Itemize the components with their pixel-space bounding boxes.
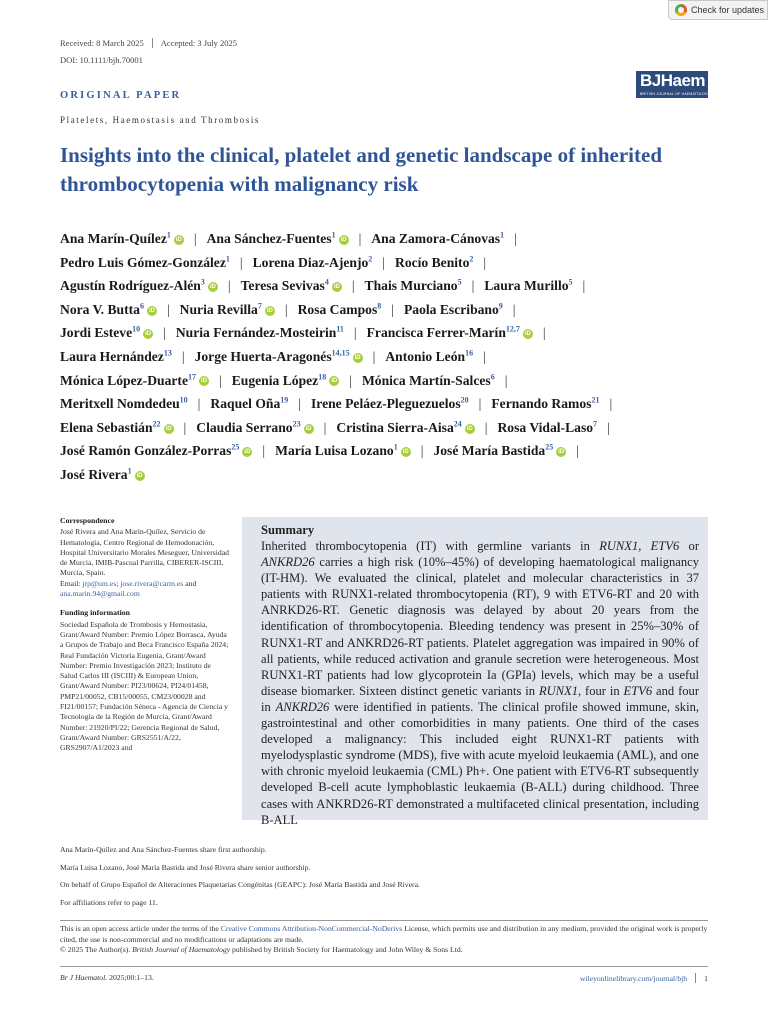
author-name[interactable]: Fernando Ramos$^{21}$ bbox=[491, 395, 600, 412]
note-first-authorship: Ana Marín-Quílez and Ana Sánchez-Fuentes share first authorship. bbox=[60, 845, 267, 854]
author-line bbox=[60, 416, 720, 440]
author-name[interactable]: Laura Hernández$^{13}$ bbox=[60, 348, 172, 364]
author-name[interactable]: Agustín Rodríguez-Alén$^3$iD bbox=[60, 277, 216, 294]
affiliation-number[interactable]: 17 bbox=[187, 372, 196, 382]
orcid-icon[interactable]: iD bbox=[136, 472, 143, 479]
check-for-updates-label: Check for updates bbox=[691, 5, 765, 15]
affiliation-number[interactable]: 1 bbox=[127, 466, 132, 476]
funding-heading: Funding information bbox=[60, 608, 130, 618]
author-name[interactable]: Thais Murciano$^5$ bbox=[364, 277, 462, 294]
affiliation-number[interactable]: 10 bbox=[132, 324, 141, 334]
author-name[interactable]: Raquel Oña$^{19}$ bbox=[210, 395, 289, 412]
affiliation-number[interactable]: 21 bbox=[591, 395, 600, 405]
journal-logo bbox=[636, 71, 711, 98]
author-line bbox=[60, 227, 720, 251]
author-separator: | bbox=[607, 419, 610, 435]
summary-box bbox=[242, 517, 708, 827]
correspondence-email: Email: jrp@um.es; jose.rivera@carm.es and ana.marin.94@gmail.com bbox=[60, 578, 197, 599]
page-number: 1 bbox=[704, 973, 708, 983]
gene-name: ETV6 bbox=[650, 539, 680, 553]
author-name[interactable]: Teresa Sevivas$^4$iD bbox=[240, 277, 340, 294]
divider bbox=[60, 920, 708, 921]
license-link[interactable]: Creative Commons Attribution-NonCommercial-NoDerivs bbox=[220, 924, 403, 933]
orcid-icon[interactable]: iD bbox=[266, 307, 273, 314]
journal-logo-sub: BRITISH JOURNAL OF HAEMATOLOGY bbox=[640, 92, 711, 96]
affiliation-number[interactable]: 1 bbox=[225, 254, 230, 264]
article-type: ORIGINAL PAPER bbox=[60, 90, 182, 101]
author-name[interactable]: Nuria Fernández-Mosteirin$^{11}$ bbox=[175, 324, 344, 341]
check-for-updates-button[interactable] bbox=[668, 0, 768, 20]
author-name[interactable]: Rosa Vidal-Laso$^7$ bbox=[497, 419, 598, 435]
author-line bbox=[60, 369, 720, 393]
orcid-icon[interactable]: iD bbox=[145, 331, 152, 338]
affiliation-number[interactable]: 5 bbox=[568, 277, 573, 287]
author-separator: | bbox=[471, 278, 475, 294]
gene-name: RUNX1 bbox=[599, 539, 639, 553]
author-name[interactable]: José Ramón González-Porras$^{25}$iD bbox=[60, 442, 251, 459]
author-line bbox=[60, 392, 720, 416]
author-separator: | bbox=[514, 231, 517, 246]
affiliation-number[interactable]: 9 bbox=[498, 301, 503, 311]
author-name[interactable]: Jorge Huerta-Aragonés$^{14,15}$iD bbox=[194, 348, 361, 364]
crossmark-icon bbox=[675, 4, 687, 16]
affiliation-number[interactable]: 13 bbox=[163, 348, 172, 358]
author-separator: | bbox=[227, 278, 231, 294]
author-separator: | bbox=[218, 372, 222, 388]
author-name[interactable]: Elena Sebastián$^{22}$iD bbox=[60, 419, 172, 435]
author-separator: | bbox=[358, 231, 362, 246]
affiliation-number[interactable]: 20 bbox=[460, 395, 469, 405]
correspondence-block bbox=[60, 516, 230, 599]
author-name[interactable]: José María Bastida$^{25}$iD bbox=[433, 442, 565, 459]
author-name[interactable]: Eugenia López$^{18}$iD bbox=[231, 372, 338, 388]
gene-name: RUNX1 bbox=[538, 683, 578, 698]
copyright-journal: British Journal of Haematology bbox=[132, 945, 231, 954]
affiliation-number[interactable]: 18 bbox=[318, 372, 327, 382]
author-name[interactable]: Antonio León$^{16}$ bbox=[385, 348, 474, 364]
author-name[interactable]: Nora V. Butta$^6$iD bbox=[60, 301, 155, 317]
affiliation-number[interactable]: 25 bbox=[231, 442, 240, 452]
author-separator: | bbox=[420, 443, 424, 459]
affiliation-number[interactable]: 14,15 bbox=[331, 348, 350, 358]
author-line bbox=[60, 463, 720, 487]
author-separator: | bbox=[262, 443, 266, 459]
author-name[interactable]: Rocío Benito$^2$ bbox=[395, 254, 474, 270]
author-separator: | bbox=[239, 254, 243, 270]
author-separator: | bbox=[183, 419, 187, 435]
affiliation-number[interactable]: 6 bbox=[139, 301, 144, 311]
email-link-3[interactable]: ana.marin.94@gmail.com bbox=[60, 589, 140, 599]
orcid-icon[interactable]: iD bbox=[148, 307, 155, 314]
affiliation-number[interactable]: 22 bbox=[152, 419, 161, 429]
summary-text: Inherited thrombocytopenia (IT) with germline variants in RUNX1, ETV6 or ANKRD26 carries a high risk (10%–45%) of developing haematological malignancy (IT-HM). We evaluated the clinical, platelet and molecular characteristics in 37 patients with RUNX1-related thrombocytopenia (RT), 9 with ETV6-RT and 20 with ANRKD26-RT. Genetic diagnosis was delayed by about 20 years from the identification of thrombocytopenia. Bleeding tendency was present in 25%–30% of RUNX1-RT and ANKRD26-RT patients. Platelet aggregation was impaired in 90% of all patients, while reduced activation and granule secretion were heterogeneous. Most RUNX1-RT patients had low glycoprotein Ia (GPIa) levels, which may be a useful disease biomarker. Sixteen distinct genetic variants in RUNX1, four in ETV6 and four in ANKRD26 were identified in patients. The clinical profile showed immune, skin, gastrointestinal and other comorbidities in many patients. One third of the cases developed a malignancy: This included eight RUNX1-RT patients with myelodysplastic syndrome (MDS), five with acute myeloid leukaemia (AML), and one with chronic myeloid leukaemia (CML) Ph+. One patient with ETV6-RT subsequently developed B-cell acute lymphoblastic leukaemia (B-ALL) during childhood. Three cases with ANKRD26-RT demonstrated a multifaceted clinical presentation, including B-ALL bbox=[261, 539, 700, 827]
author-separator: | bbox=[504, 372, 508, 388]
summary-heading: Summary bbox=[261, 523, 315, 537]
gene-name: ANKRD26 bbox=[261, 555, 315, 570]
author-separator: | bbox=[609, 396, 613, 412]
note-senior-authorship: María Luisa Lozano, José María Bastida and José Rivera share senior authorship. bbox=[60, 862, 311, 872]
author-line bbox=[60, 274, 720, 298]
article-subject: Platelets, Haemostasis and Thrombosis bbox=[60, 115, 261, 125]
author-separator: | bbox=[372, 348, 376, 364]
note-on-behalf: On behalf of Grupo Español de Alteraciones Plaquetarias Congénitas (GEAPC): José María Bastida and José Rivera. bbox=[60, 880, 420, 889]
author-separator: | bbox=[284, 301, 288, 317]
author-name[interactable]: Jordi Esteve$^{10}$iD bbox=[60, 324, 152, 341]
email-link-2[interactable]: jose.rivera@carm.es bbox=[120, 578, 184, 588]
author-name[interactable]: Laura Murillo$^5$ bbox=[484, 277, 573, 294]
affiliation-number[interactable]: 1 bbox=[393, 442, 398, 452]
author-list bbox=[60, 227, 720, 487]
affiliation-number[interactable]: 12,7 bbox=[505, 324, 520, 334]
author-name[interactable]: Paola Escribano$^9$ bbox=[404, 301, 503, 317]
footer-citation-text: 2025;00:1–13. bbox=[107, 973, 154, 982]
orcid-icon[interactable]: iD bbox=[558, 449, 565, 456]
author-separator: | bbox=[542, 325, 546, 341]
author-line bbox=[60, 251, 720, 275]
author-separator: | bbox=[323, 419, 327, 435]
affiliation-number[interactable]: 2 bbox=[469, 254, 474, 264]
author-name[interactable]: Rosa Campos$^8$ bbox=[297, 301, 382, 317]
orcid-icon[interactable]: iD bbox=[524, 331, 531, 338]
author-line bbox=[60, 298, 720, 322]
orcid-icon[interactable]: iD bbox=[200, 378, 207, 385]
doi[interactable]: DOI: 10.1111/bjh.70001 bbox=[60, 55, 143, 65]
author-separator: | bbox=[166, 301, 170, 317]
author-name[interactable]: María Luisa Lozano$^1$iD bbox=[275, 442, 409, 459]
author-separator: | bbox=[163, 325, 166, 341]
correspondence-body: José Rivera and Ana Marín-Quílez, Servicio de Hematología, Centro Regional de Hemodonación, Hospital Universitario Morales Meseguer, Universidad de Murcia, IMIB-Pascual Parrilla, CIBERER-ISCIII, Murcia, Spain. bbox=[60, 527, 229, 578]
affiliation-number[interactable]: 3 bbox=[200, 277, 205, 287]
correspondence-heading: Correspondence bbox=[60, 516, 115, 525]
footer-journal: Br J Haematol. bbox=[60, 973, 108, 982]
author-separator: | bbox=[483, 348, 486, 364]
gene-name: ETV6 bbox=[623, 683, 653, 698]
author-name[interactable]: Ana Marín-Quílez$^1$iD bbox=[60, 230, 182, 246]
affiliation-number[interactable]: 1 bbox=[166, 230, 171, 240]
author-separator: | bbox=[181, 348, 185, 364]
author-line bbox=[60, 345, 720, 369]
author-separator: | bbox=[353, 325, 357, 341]
article-dates bbox=[60, 38, 237, 48]
divider bbox=[60, 966, 708, 967]
author-notes bbox=[60, 845, 720, 915]
orcid-icon[interactable]: iD bbox=[165, 425, 172, 432]
author-name[interactable]: Ana Zamora-Cánovas$^1$ bbox=[371, 230, 505, 246]
orcid-icon[interactable]: iD bbox=[209, 284, 216, 291]
affiliation-number[interactable]: 2 bbox=[368, 254, 373, 264]
affiliation-number[interactable]: 24 bbox=[453, 419, 462, 429]
author-separator: | bbox=[576, 443, 579, 459]
affiliation-number[interactable]: 7 bbox=[593, 419, 598, 429]
affiliation-number[interactable]: 16 bbox=[465, 348, 474, 358]
author-separator: | bbox=[478, 396, 482, 412]
divider bbox=[152, 38, 153, 48]
received-date: Received: 8 March 2025 bbox=[60, 38, 144, 48]
affiliation-number[interactable]: 19 bbox=[280, 395, 289, 405]
author-line bbox=[60, 439, 720, 463]
funding-block bbox=[60, 608, 230, 753]
note-affiliations: For affiliations refer to page 11. bbox=[60, 897, 158, 907]
footer-right bbox=[580, 973, 708, 983]
funding-body: Sociedad Española de Trombosis y Hemostasia, Grant/Award Number: Premio López Borrasca, Ayuda a Grupos de Trabajo and Beca Francisco España 2024; Real Fundación Victoria Eugenia, Grant/Award Number: Premio Investigación 2023; Instituto de Salud Carlos III (ISCIII) & European Union, Grant/Award Number: PI23/00624, PI24/01458, PMP21/00052, CB15/00055, CM23/00028 and FI21/00157; Fundación Séneca - Agencia de Ciencia y Tecnología de la Región de Murcia, Grant/Award Number: 21920/PI/22; Gerencia Regional de Salud, Grant/Award Number: GRS2551/A/22, GRS2907/A1/2023 and bbox=[60, 619, 229, 753]
orcid-icon[interactable]: iD bbox=[466, 425, 473, 432]
article-title: Insights into the clinical, platelet and genetic landscape of inherited thrombocytopenia with malignancy risk bbox=[60, 143, 663, 196]
affiliation-number[interactable]: 23 bbox=[292, 419, 301, 429]
author-name[interactable]: José Rivera$^1$iD bbox=[60, 466, 143, 482]
orcid-icon[interactable]: iD bbox=[331, 378, 338, 385]
author-separator: | bbox=[197, 396, 201, 412]
journal-logo-main: BJHaem bbox=[640, 71, 706, 90]
email-link-1[interactable]: jrp@um.es bbox=[82, 578, 117, 588]
orcid-icon[interactable]: iD bbox=[305, 425, 312, 432]
affiliation-number[interactable]: 7 bbox=[257, 301, 262, 311]
orcid-icon[interactable]: iD bbox=[333, 284, 340, 291]
author-line bbox=[60, 321, 720, 345]
author-separator: | bbox=[193, 231, 197, 246]
license-block: This is an open access article under the terms of the Creative Commons Attribution-NonCommercial-NoDerivs License, which permits use and distribution in any medium, provided the original work is properly cited, the use is non-commercial and no modifications or adaptations are made. © 2025 The Author(s). British Journal of Haematology published by British Society for Haematology and John Wiley & Sons Ltd. bbox=[60, 924, 708, 954]
affiliation-number[interactable]: 25 bbox=[545, 442, 554, 452]
orcid-icon[interactable]: iD bbox=[175, 236, 182, 243]
footer-citation bbox=[60, 973, 154, 982]
author-name[interactable]: Nuria Revilla$^7$iD bbox=[179, 301, 273, 317]
email-label: Email: bbox=[60, 578, 81, 588]
author-separator: | bbox=[582, 278, 586, 294]
author-name[interactable]: Cristina Sierra-Aisa$^{24}$iD bbox=[336, 419, 473, 435]
author-name[interactable]: Meritxell Nomdedeu$^{10}$ bbox=[60, 395, 188, 412]
orcid-icon[interactable]: iD bbox=[402, 449, 409, 456]
author-name[interactable]: Mónica López-Duarte$^{17}$iD bbox=[60, 372, 207, 388]
author-separator: | bbox=[298, 396, 302, 412]
affiliation-number[interactable]: 10 bbox=[179, 395, 188, 405]
gene-name: ANKRD26 bbox=[275, 699, 330, 714]
affiliation-number[interactable]: 4 bbox=[324, 277, 329, 287]
orcid-icon[interactable]: iD bbox=[340, 236, 347, 243]
affiliation-number[interactable]: 8 bbox=[377, 301, 382, 311]
author-separator: | bbox=[483, 254, 487, 270]
affiliation-number[interactable]: 5 bbox=[457, 277, 462, 287]
orcid-icon[interactable]: iD bbox=[354, 354, 361, 361]
author-name[interactable]: Francisca Ferrer-Marín$^{12,7}$iD bbox=[366, 324, 531, 341]
author-separator: | bbox=[391, 301, 394, 317]
author-name[interactable]: Lorena Diaz-Ajenjo$^2$ bbox=[252, 254, 373, 270]
author-name[interactable]: Pedro Luis Gómez-González$^1$ bbox=[60, 254, 230, 270]
author-name[interactable]: Ana Sánchez-Fuentes$^1$iD bbox=[206, 230, 347, 246]
email-and: and bbox=[185, 578, 197, 588]
affiliation-number[interactable]: 1 bbox=[500, 230, 505, 240]
author-separator: | bbox=[351, 278, 355, 294]
author-name[interactable]: Claudia Serrano$^{23}$iD bbox=[196, 419, 312, 435]
sidebar bbox=[60, 516, 230, 763]
footer-url[interactable]: wileyonlinelibrary.com/journal/bjh bbox=[579, 973, 688, 983]
author-separator: | bbox=[484, 419, 488, 435]
author-separator: | bbox=[512, 301, 516, 317]
accepted-date: Accepted: 3 July 2025 bbox=[160, 38, 238, 48]
orcid-icon[interactable]: iD bbox=[244, 449, 251, 456]
divider bbox=[695, 973, 696, 983]
author-name[interactable]: Irene Peláez-Pleguezuelos$^{20}$ bbox=[311, 395, 469, 412]
author-name[interactable]: Mónica Martín-Salces$^6$ bbox=[361, 372, 495, 388]
affiliation-number[interactable]: 6 bbox=[490, 372, 495, 382]
author-separator: | bbox=[382, 254, 385, 270]
affiliation-number[interactable]: 1 bbox=[331, 230, 336, 240]
affiliation-number[interactable]: 11 bbox=[336, 324, 344, 334]
author-separator: | bbox=[349, 372, 352, 388]
